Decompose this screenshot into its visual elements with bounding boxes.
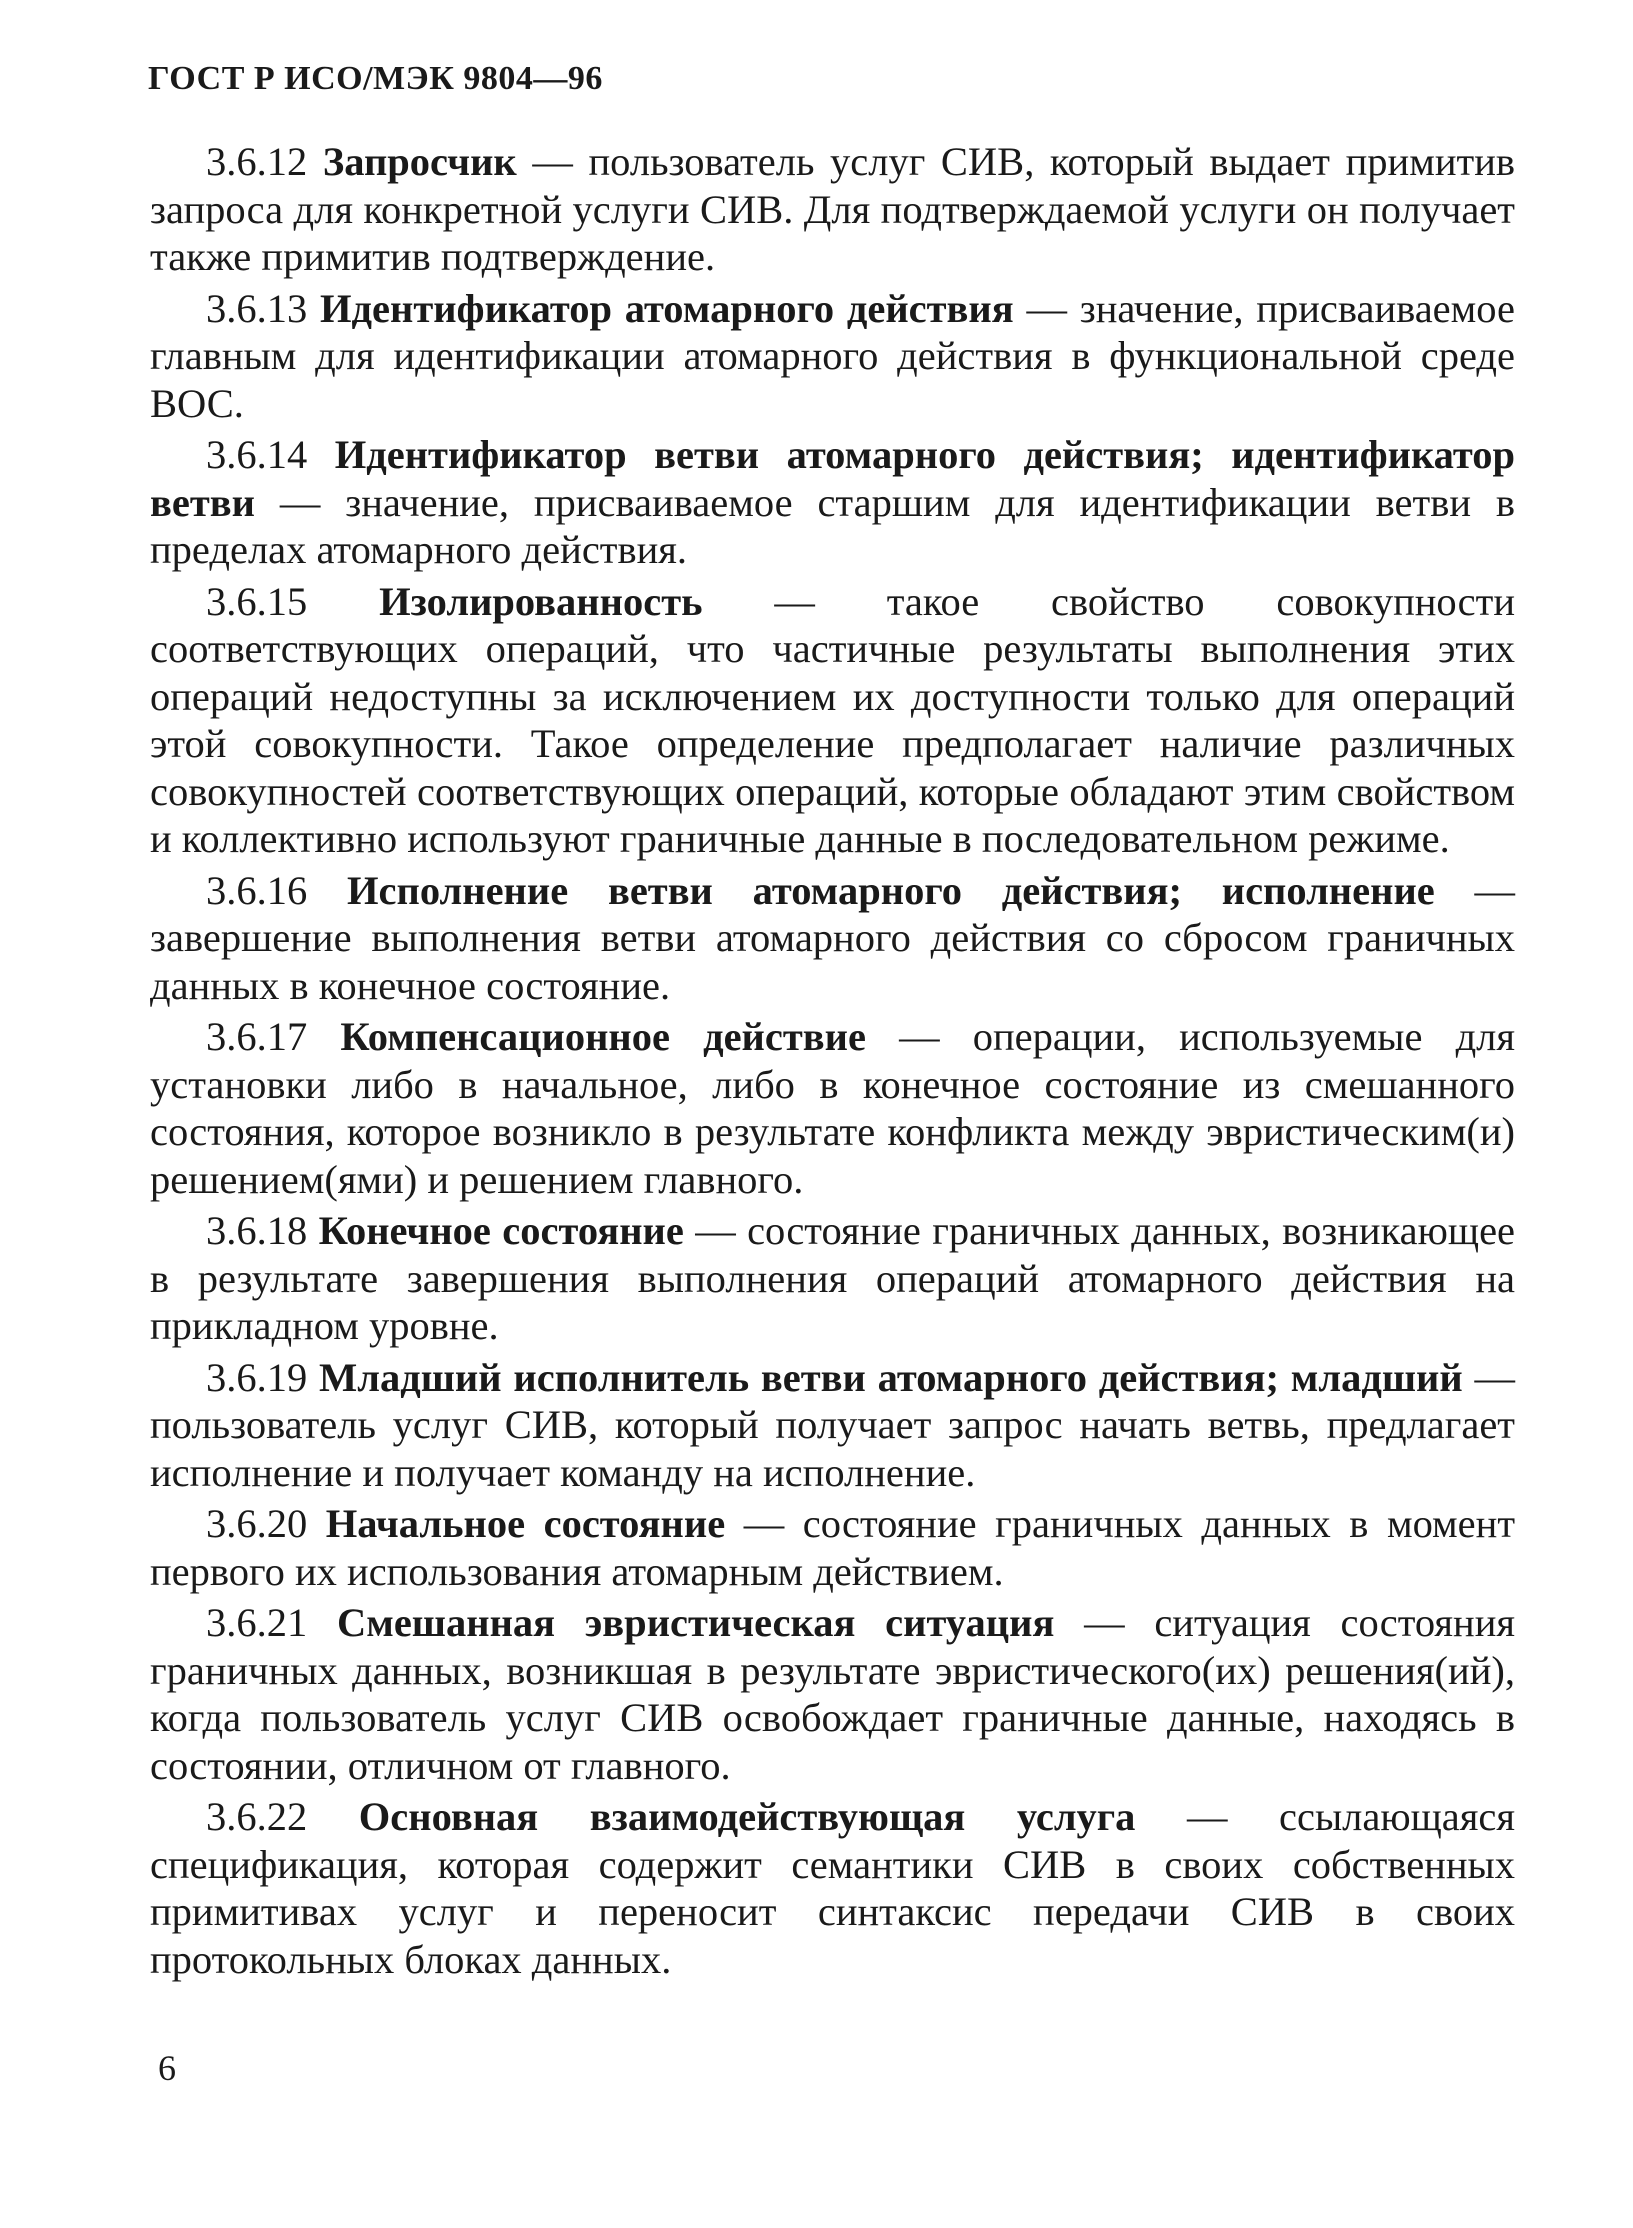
definition-entry xyxy=(150,138,1515,281)
entry-definition: — завершение выполнения ветви атомарного действия со сбросом граничных данных в конечное состояние. xyxy=(150,867,1516,1008)
entry-number: 3.6.12 xyxy=(206,139,308,184)
entry-definition: — операции, используемые для установки либо в начальное, либо в конечное состояние из смешанного состояния, которое возникло в результате конфликта между эвристическим(и) решением(ями) и решением главного. xyxy=(150,1014,1516,1202)
entry-definition: — пользователь услуг СИВ, который выдает примитив запроса для конкретной услуги СИВ. Для подтверждаемой услуги он получает также примитив подтверждение. xyxy=(150,139,1516,279)
entry-number: 3.6.19 xyxy=(206,1354,308,1400)
entry-number: 3.6.18 xyxy=(206,1208,308,1253)
entry-definition: — ссылающаяся спецификация, которая содержит семантики СИВ в своих собственных примитивах услуг и переносит синтаксис передачи СИВ в своих протокольных блоках данных. xyxy=(150,1794,1515,1982)
definition-entry xyxy=(150,867,1515,1010)
entry-definition: — значение, присваиваемое старшим для идентификации ветви в пределах атомарного действия. xyxy=(150,479,1516,572)
entry-number: 3.6.13 xyxy=(206,285,308,331)
entry-number: 3.6.22 xyxy=(206,1794,308,1839)
entry-term: Начальное состояние xyxy=(325,1501,726,1546)
entry-definition: — ситуация состояния граничных данных, возникшая в результате эвристического(их) решения(ий), когда пользователь услуг СИВ освобождает граничные данные, находясь в состоянии, отличном от главного. xyxy=(150,1600,1515,1788)
definition-entry xyxy=(150,1599,1515,1789)
entry-term: Смешанная эвристическая ситуация xyxy=(336,1600,1055,1645)
definition-entry xyxy=(150,1013,1515,1203)
entry-term: Запросчик xyxy=(322,139,517,184)
entry-definition: — состояние граничных данных в момент первого их использования атомарным действием. xyxy=(150,1501,1516,1594)
entry-term: Исполнение ветви атомарного действия; исполнение xyxy=(347,867,1435,913)
page-number: 6 xyxy=(158,2048,176,2088)
entry-definition: — такое свойство совокупности соответствующих операций, что частичные результаты выполнения этих операций недоступны за исключением их доступности только для операций этой совокупности. Такое определение предполагает наличие различных совокупностей соответствующих операций, которые обладают этим свойством и коллективно используют граничные данные в последовательном режиме. xyxy=(150,578,1516,861)
definition-entry xyxy=(150,1354,1515,1497)
definition-entry xyxy=(150,578,1515,863)
entry-definition: — пользователь услуг СИВ, который получает запрос начать ветвь, предлагает исполнение и получает команду на исполнение. xyxy=(150,1354,1515,1495)
entry-term: Основная взаимодействующая услуга xyxy=(358,1794,1136,1839)
entry-term: Идентификатор атомарного действия xyxy=(320,285,1014,331)
entry-term: Компенсационное действие xyxy=(340,1014,866,1059)
definition-entry xyxy=(150,431,1515,574)
entry-number: 3.6.20 xyxy=(206,1501,308,1546)
entry-term: Изолированность xyxy=(379,578,703,624)
entry-number: 3.6.14 xyxy=(206,432,308,477)
running-header: ГОСТ Р ИСО/МЭК 9804—96 xyxy=(148,60,603,97)
definition-entry xyxy=(150,1500,1515,1595)
entry-number: 3.6.16 xyxy=(206,867,308,913)
entry-number: 3.6.15 xyxy=(206,578,308,624)
definition-entry xyxy=(150,1793,1515,1983)
entry-term: Идентификатор ветви атомарного действия; идентификатор ветви xyxy=(150,432,1515,525)
entry-number: 3.6.21 xyxy=(206,1600,308,1645)
entry-term: Конечное состояние xyxy=(318,1208,684,1253)
definitions-list xyxy=(150,138,1515,1987)
entry-definition: — значение, присваиваемое главным для идентификации атомарного действия в функциональной среде ВОС. xyxy=(150,285,1516,426)
entry-definition: — состояние граничных данных, возникающее в результате завершения выполнения операций атомарного действия на прикладном уровне. xyxy=(150,1208,1516,1348)
definition-entry xyxy=(150,1207,1515,1350)
entry-number: 3.6.17 xyxy=(206,1014,308,1059)
entry-term: Младший исполнитель ветви атомарного действия; младший xyxy=(319,1354,1463,1400)
definition-entry xyxy=(150,285,1515,428)
